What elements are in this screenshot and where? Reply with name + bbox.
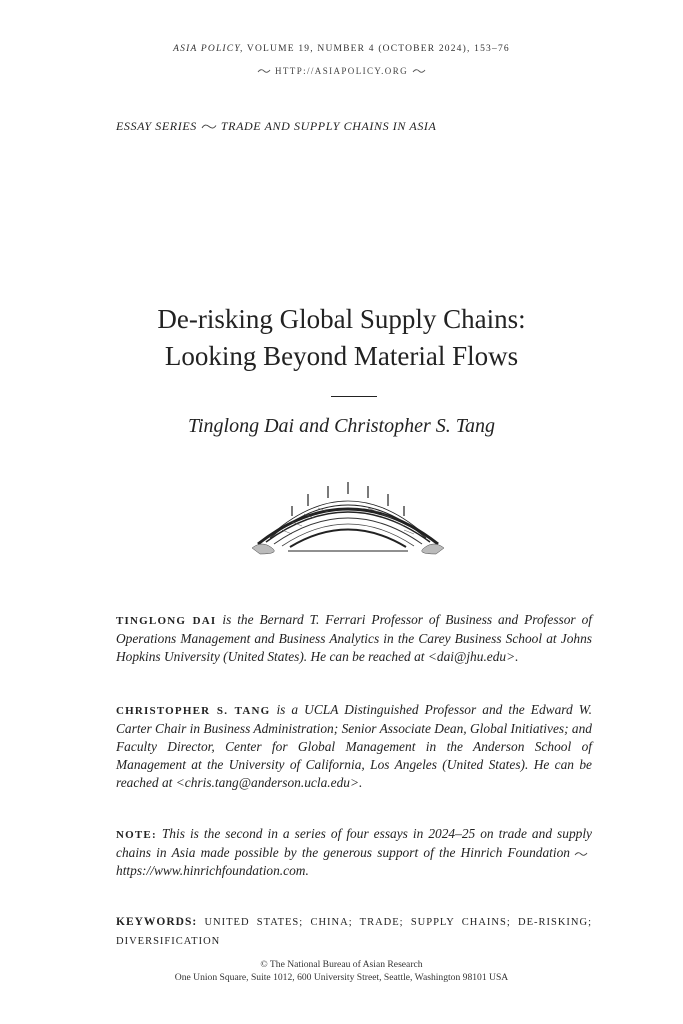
keywords-label: KEYWORDS:: [116, 916, 198, 928]
note-text: This is the second in a series of four essays in 2024–25 on trade and supply chains in Asia made possible by the generous support of the Hinrich Foundation: [116, 826, 592, 860]
title-divider: [331, 396, 377, 397]
note-label: NOTE:: [116, 829, 157, 841]
copyright: © The National Bureau of Asian Research: [260, 959, 423, 970]
title-line-2: Looking Beyond Material Flows: [164, 341, 519, 371]
journal-url-line: [0, 66, 683, 76]
bio-name: CHRISTOPHER S. TANG: [116, 705, 271, 717]
journal-details: VOLUME 19, NUMBER 4 (OCTOBER 2024), 153–76: [243, 44, 510, 54]
publisher-address: One Union Square, Suite 1012, 600 University Street, Seattle, Washington 98101 USA: [174, 972, 509, 983]
bio-text: is the Bernard T. Ferrari Professor of Business and Professor of Operations Management and Business Analytics in the Carey Business School at Johns Hopkins University (United States). He can be reached at <dai@jhu.edu>.: [116, 612, 592, 664]
bridge-logo-icon: [252, 478, 444, 558]
journal-citation: [0, 44, 683, 54]
series-note: [116, 825, 592, 880]
bio-name: TINGLONG DAI: [116, 615, 217, 627]
foundation-url[interactable]: https://www.hinrichfoundation.com.: [116, 863, 309, 878]
bio-text: is a UCLA Distinguished Professor and the Edward W. Carter Chair in Business Administration; Senior Associate Dean, Global Initiatives; and Faculty Director, Center for Global Management in the Anderson School of Management at the University of California, Los Angeles (United States). He can be reached at <chris.tang@anderson.ucla.edu>.: [116, 702, 592, 790]
tilde-icon: [201, 119, 217, 134]
article-title: [0, 301, 683, 375]
keywords-text: UNITED STATES; CHINA; TRADE; SUPPLY CHAINS; DE-RISKING; DIVERSIFICATION: [116, 917, 592, 947]
title-line-1: De-risking Global Supply Chains:: [157, 304, 526, 334]
keywords: [116, 913, 592, 951]
article-authors: Tinglong Dai and Christopher S. Tang: [187, 415, 496, 437]
journal-url[interactable]: HTTP://ASIAPOLICY.ORG: [275, 66, 408, 76]
tilde-icon: [412, 66, 426, 76]
author-bio-dai: [116, 611, 592, 666]
essay-series-heading: [116, 119, 436, 134]
author-bio-tang: [116, 701, 592, 792]
journal-name: ASIA POLICY,: [173, 44, 244, 54]
series-label: ESSAY SERIES: [116, 119, 197, 133]
tilde-icon: [257, 66, 271, 76]
series-topic: TRADE AND SUPPLY CHAINS IN ASIA: [220, 119, 437, 133]
tilde-icon: [574, 844, 588, 862]
